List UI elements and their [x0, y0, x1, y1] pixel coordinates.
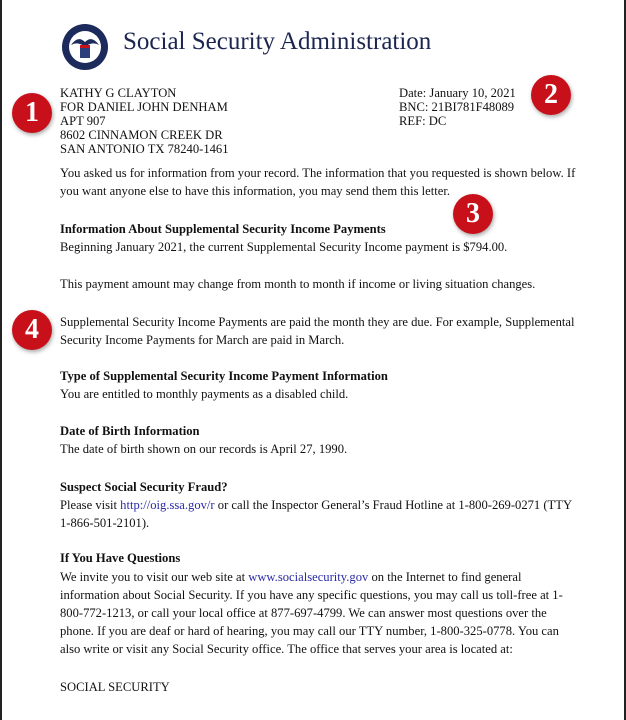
address-line: SAN ANTONIO TX 78240-1461 — [60, 142, 229, 156]
office-name: SOCIAL SECURITY — [60, 680, 170, 694]
ssa-website-link[interactable]: www.socialsecurity.gov — [248, 570, 369, 584]
address-line: KATHY G CLAYTON — [60, 86, 177, 100]
ssi-heading: Information About Supplemental Security Income Payments — [60, 222, 386, 236]
questions-pre: We invite you to visit our web site at — [60, 570, 249, 584]
ssa-seal-logo — [61, 23, 109, 71]
intro-line: you want anyone else to have this information, you may send them this letter. — [60, 184, 450, 198]
questions-line: 800-772-1213, or call your local office at 877-697-4799. We can answer most questions over the — [60, 606, 547, 620]
fraud-pre: Please visit — [60, 498, 121, 512]
address-line: FOR DANIEL JOHN DENHAM — [60, 100, 228, 114]
type-heading: Type of Supplemental Security Income Payment Information — [60, 369, 388, 383]
page-border-left — [0, 0, 2, 720]
address-line: APT 907 — [60, 114, 106, 128]
address-line: 8602 CINNAMON CREEK DR — [60, 128, 223, 142]
bnc-number: BNC: 21BI781F48089 — [399, 100, 515, 114]
oig-link[interactable]: http://oig.ssa.gov/r — [120, 498, 215, 512]
fraud-line-2: 1-866-501-2101). — [60, 516, 150, 530]
callout-badge-2: 2 — [531, 75, 571, 115]
type-line: You are entitled to monthly payments as a disabled child. — [60, 387, 349, 401]
callout-badge-3: 3 — [453, 194, 493, 234]
callout-badge-4: 4 — [12, 310, 52, 350]
dob-heading: Date of Birth Information — [60, 424, 200, 438]
intro-line: You asked us for information from your record. The information that you requested is shown below. If — [60, 166, 576, 180]
questions-post: on the Internet to find general — [368, 570, 522, 584]
fraud-line — [60, 498, 572, 512]
questions-line: also write or visit any Social Security office. The office that serves your area is located at: — [60, 642, 513, 656]
questions-heading: If You Have Questions — [60, 551, 181, 565]
questions-line — [60, 570, 521, 584]
fraud-heading: Suspect Social Security Fraud? — [60, 480, 228, 494]
callout-badge-1: 1 — [12, 93, 52, 133]
questions-line: information about Social Security. If you have any specific questions, you may call us toll-free at 1- — [60, 588, 563, 602]
letter-date: Date: January 10, 2021 — [399, 86, 516, 100]
ssi-payment-line: Beginning January 2021, the current Supplemental Security Income payment is $794.00. — [60, 240, 508, 254]
questions-line: phone. If you are deaf or hard of hearing, you may call our TTY number, 1-800-325-0778. You can — [60, 624, 559, 638]
paid-line: Supplemental Security Income Payments are paid the month they are due. For example, Supplemental — [60, 315, 575, 329]
paid-line: Security Income Payments for March are paid in March. — [60, 333, 345, 347]
fraud-post: or call the Inspector General’s Fraud Hotline at 1-800-269-0271 (TTY — [214, 498, 573, 512]
change-note: This payment amount may change from month to month if income or living situation changes. — [60, 277, 536, 291]
ref-code: REF: DC — [399, 114, 447, 128]
agency-title: Social Security Administration — [123, 28, 432, 55]
dob-line: The date of birth shown on our records is April 27, 1990. — [60, 442, 348, 456]
